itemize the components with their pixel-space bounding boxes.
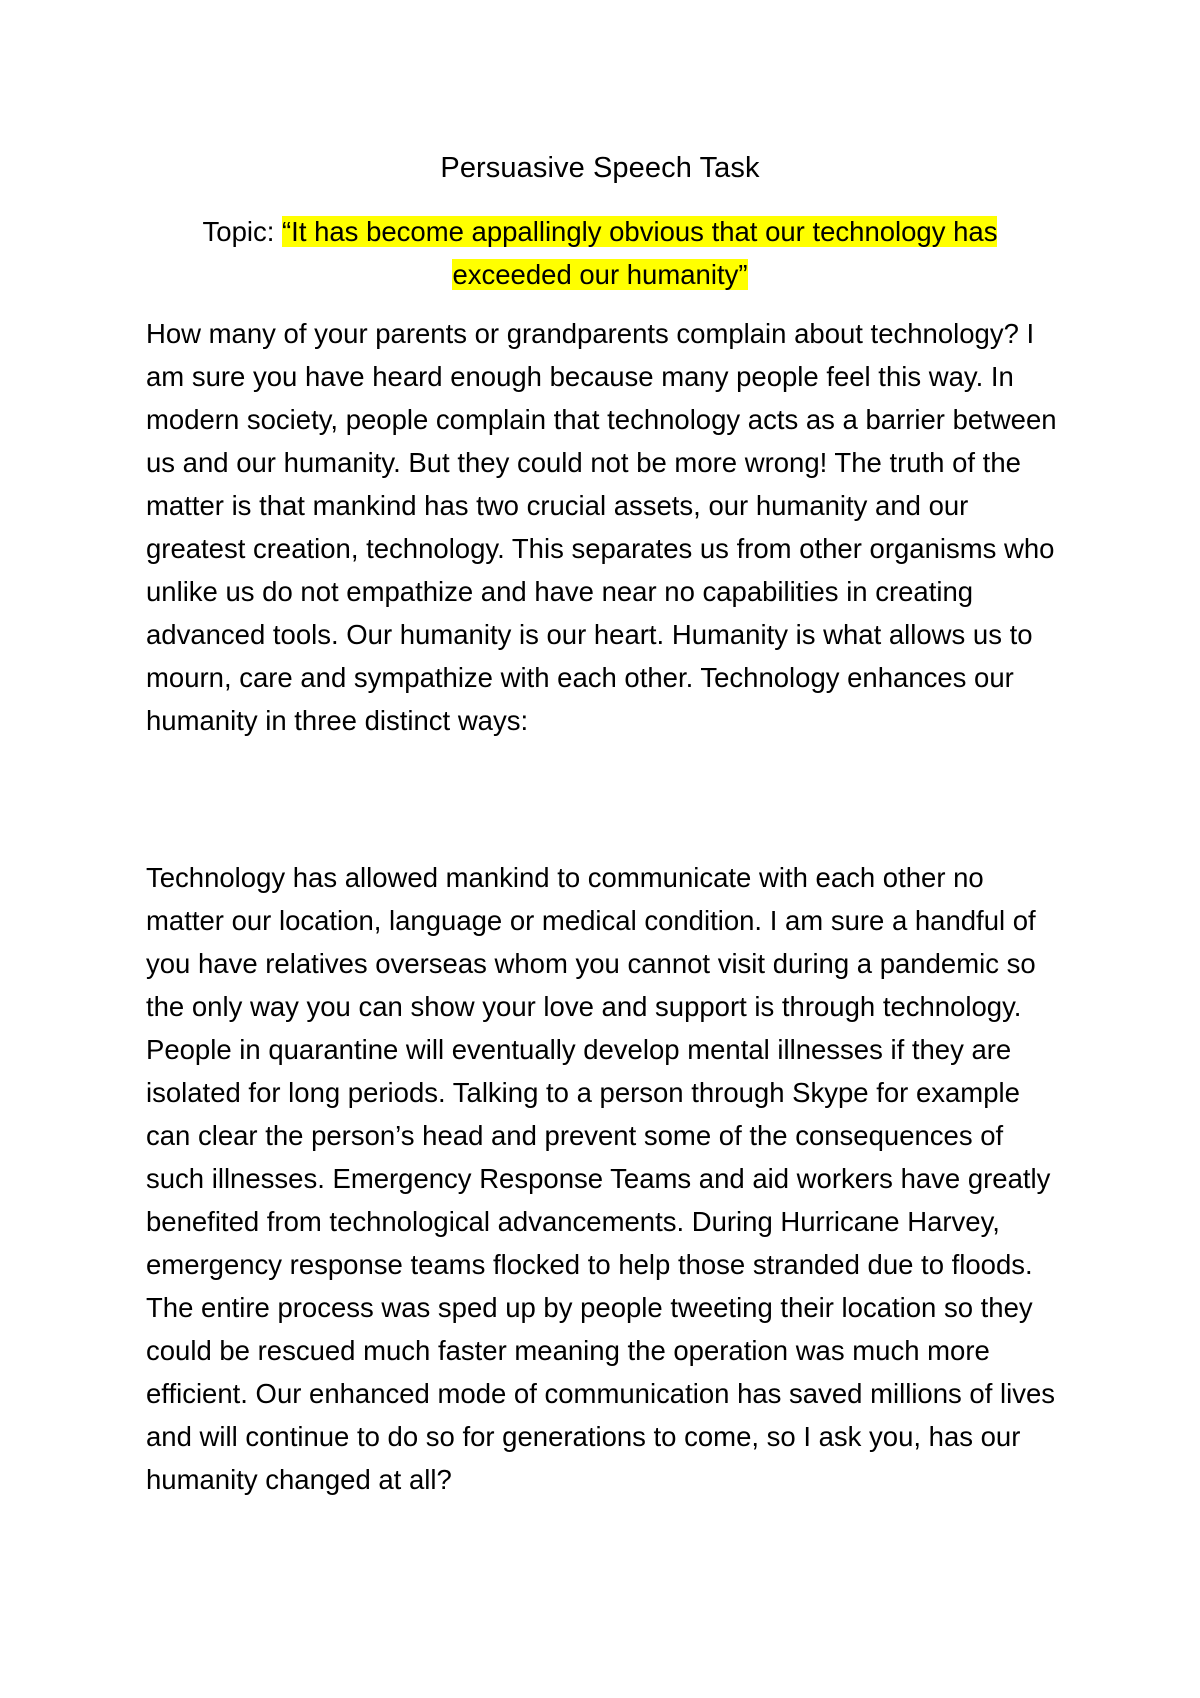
topic-highlight-line-1: “It has become appallingly obvious that our technology has <box>282 216 998 247</box>
topic-line <box>160 210 1040 296</box>
topic-label: Topic: <box>202 216 283 247</box>
paragraph-introduction: How many of your parents or grandparents complain about technology? I am sure you have heard enough because many people feel this way. In modern society, people complain that technology acts as a barrier between us and our humanity. But they could not be more wrong! The truth of the matter is that mankind has two crucial assets, our humanity and our greatest creation, technology. This separates us from other organisms who unlike us do not empathize and have near no capabilities in creating advanced tools. Our humanity is our heart. Humanity is what allows us to mourn, care and sympathize with each other. Technology enhances our humanity in three distinct ways: <box>146 318 1057 736</box>
paragraph-communication: Technology has allowed mankind to communicate with each other no matter our location, language or medical condition. I am sure a handful of you have relatives overseas whom you cannot visit during a pandemic so the only way you can show your love and support is through technology. People in quarantine will eventually develop mental illnesses if they are isolated for long periods. Talking to a person through Skype for example can clear the person’s head and prevent some of the consequences of such illnesses. Emergency Response Teams and aid workers have greatly benefited from technological advancements. During Hurricane Harvey, emergency response teams flocked to help those stranded due to floods. The entire process was sped up by people tweeting their location so they could be rescued much faster meaning the operation was much more efficient. Our enhanced mode of communication has saved millions of lives and will continue to do so for generations to come, so I ask you, has our humanity changed at all? <box>146 862 1055 1495</box>
document-title: Persuasive Speech Task <box>440 152 760 184</box>
topic-highlight-line-2: exceeded our humanity” <box>452 259 748 290</box>
